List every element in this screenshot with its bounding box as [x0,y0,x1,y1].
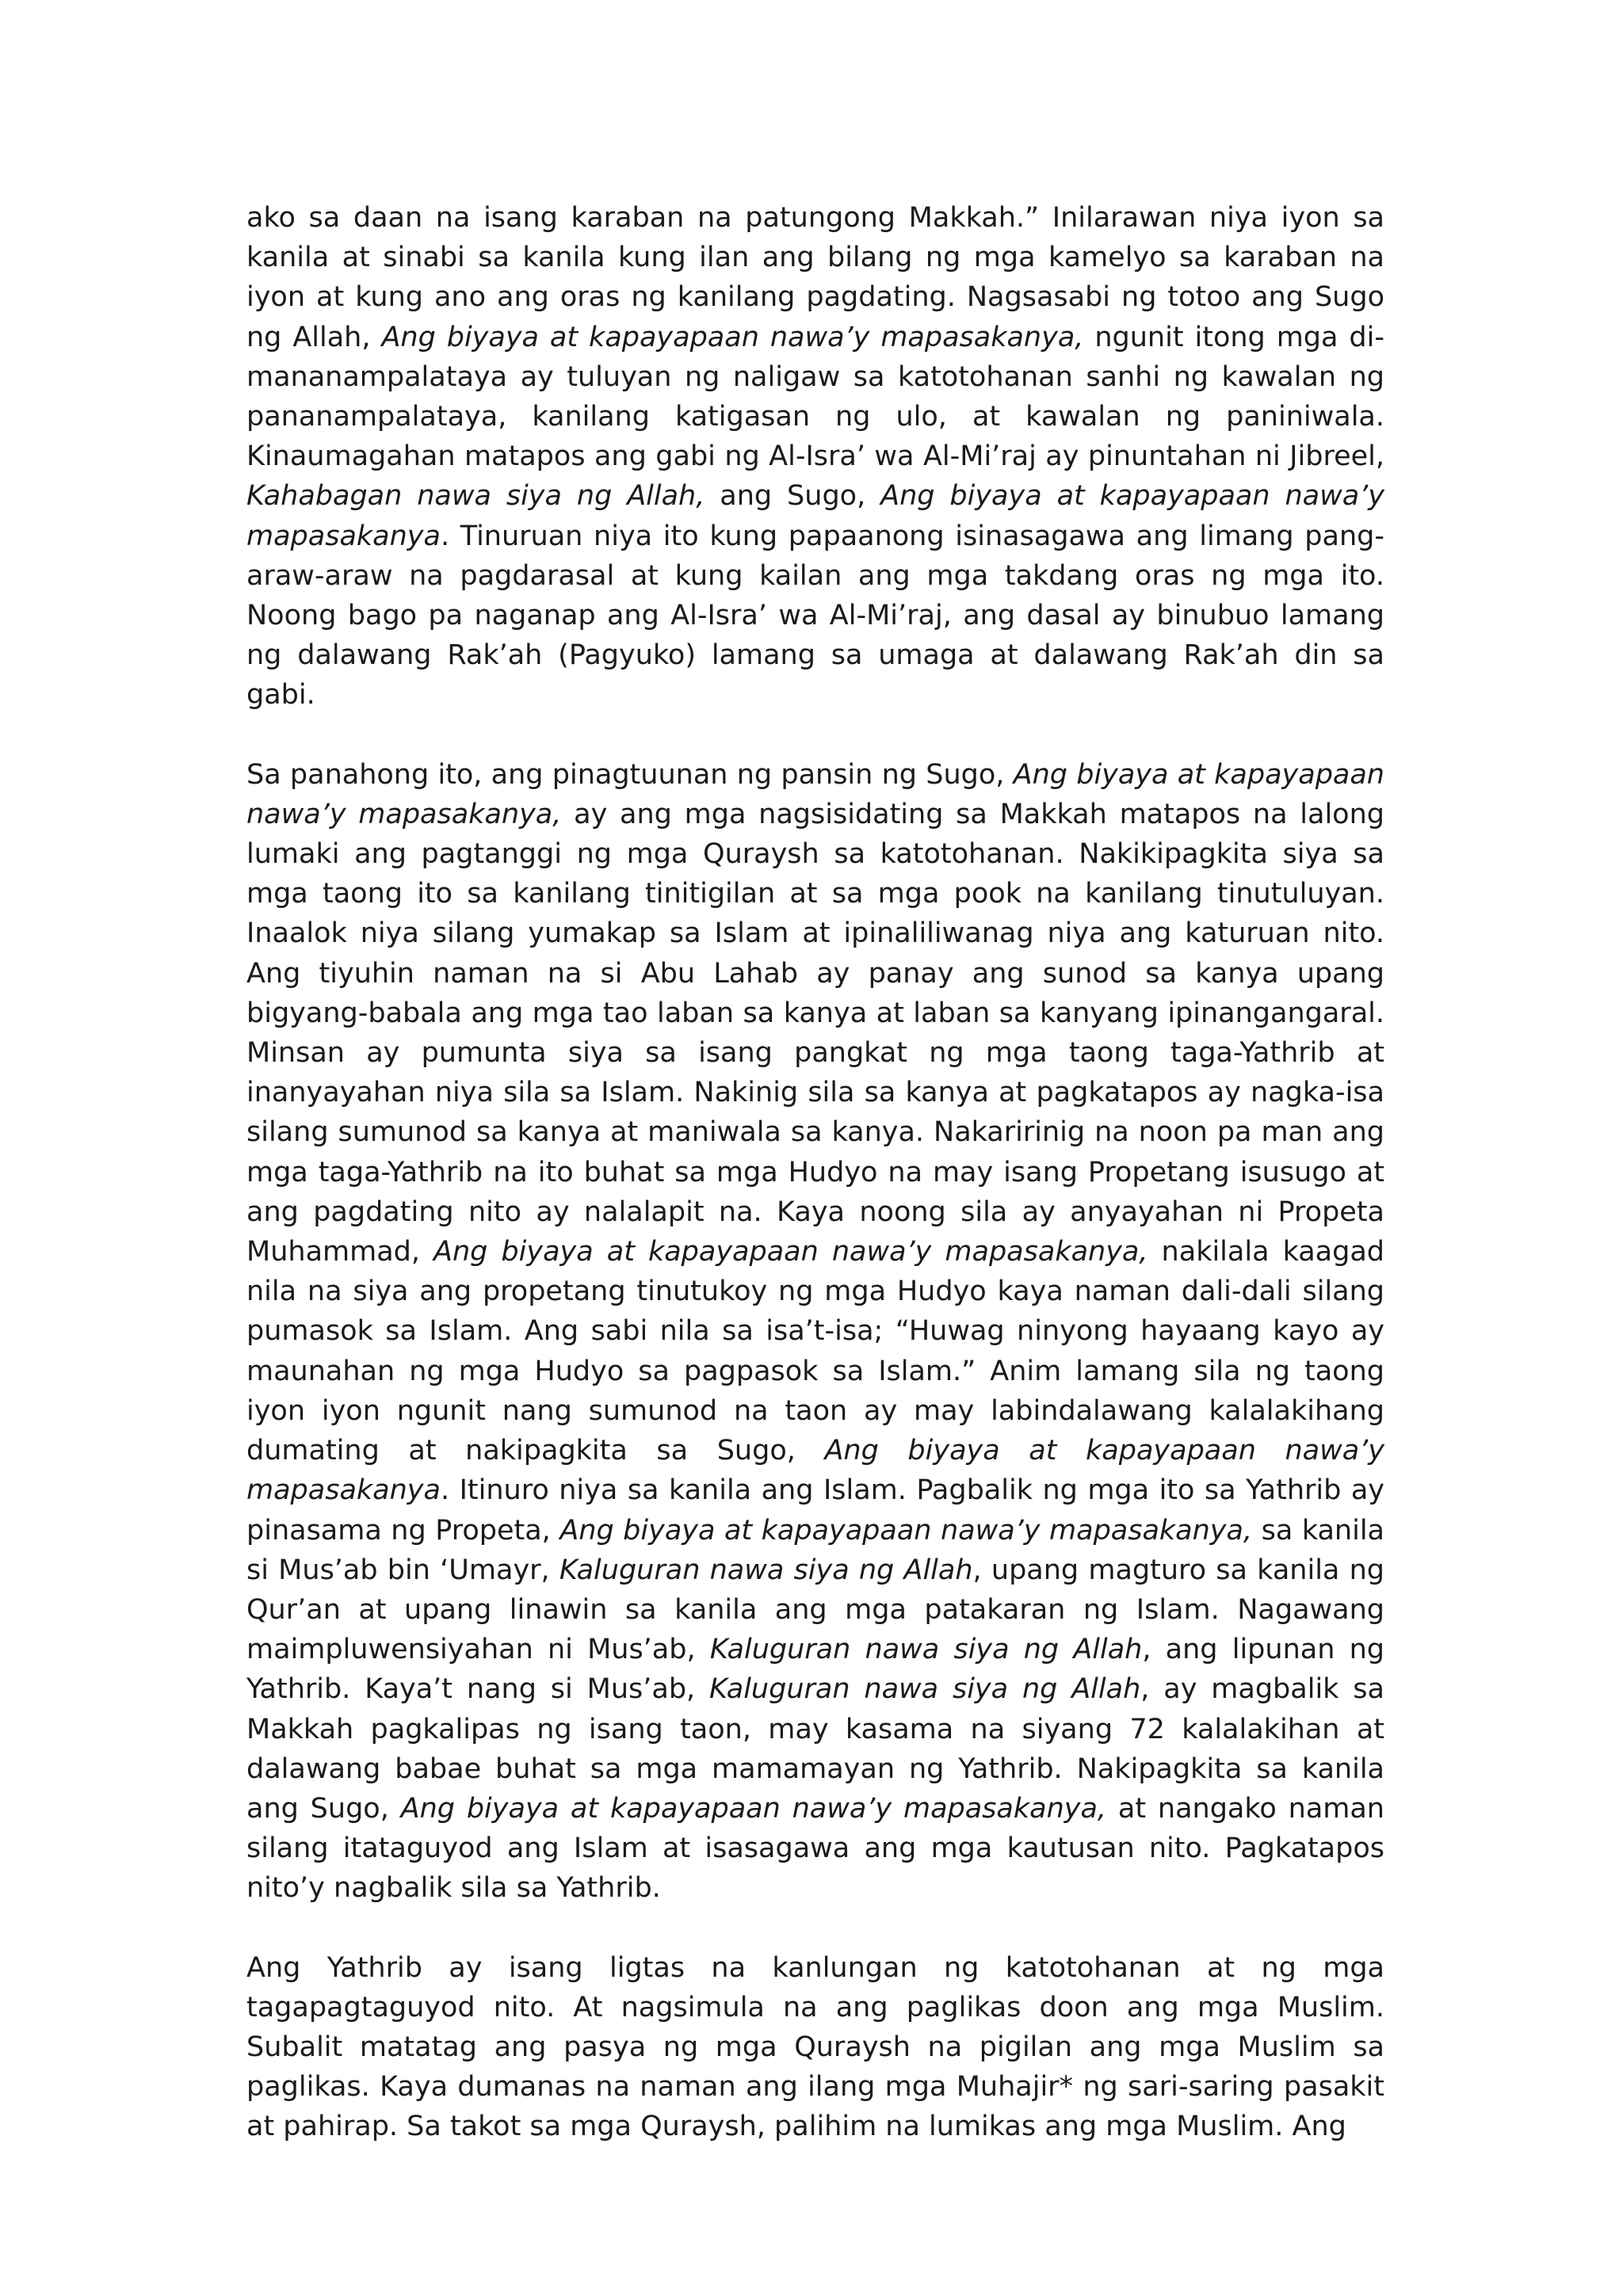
paragraph-text: . Tinuruan niya ito kung papaanong isinasagawa ang limang pang-araw-araw na pagdarasal at kung kailan ang mga takdang oras ng mga ito. Noong bago pa naganap ang Al-Isra’ wa Al-Mi’raj, ang dasal ay binubuo lamang ng dalawang Rak’ah (Pagyuko) lamang sa umaga at dalawang Rak’ah din sa gabi. [246,520,1384,711]
italic-honorific-text: Ang biyaya at kapayapaan nawa’y mapasakanya, [381,321,1084,353]
paragraph-text: ngunit itong mga di-mananampalataya ay tuluyan ng naligaw sa katotohanan sanhi ng kawalan ng pananampalataya, kanilang katigasan ng ulo, at kawalan ng paniniwala. Kinaumagahan matapos ang gabi ng Al-Isra’ wa Al-Mi’raj ay pinuntahan ni Jibreel, [246,321,1384,473]
italic-honorific-text: Ang biyaya at kapayapaan nawa’y mapasakanya, [400,1792,1107,1825]
paragraph-1 [246,198,1384,715]
paragraph-text: nakilala kaagad nila na siya ang propetang tinutukoy ng mga Hudyo kaya naman dali-dali silang pumasok sa Islam. Ang sabi nila sa isa’t-isa; “Huwag ninyong hayaang kayo ay maunahan ng mga Hudyo sa pagpasok sa Islam.” Anim lamang sila ng taong iyon iyon ngunit nang sumunod na taon ay may labindalawang kalalakihang dumating at nakipagkita sa Sugo, [246,1236,1385,1467]
paragraph-text: Ang Yathrib ay isang ligtas na kanlungan ng katotohanan at ng mga tagapagtaguyod nito. At nagsimula na ang paglikas doon ang mga Muslim. Subalit matatag ang pasya ng mga Quraysh na pigilan ang mga Muslim sa paglikas. Kaya dumanas na naman ang ilang mga Muhajir* ng sari-saring pasakit at pahirap. Sa takot sa mga Quraysh, palihim na lumikas ang mga Muslim. Ang [246,1951,1384,2143]
paragraph-text: , upang magturo sa kanila ng Qur’an at upang linawin sa kanila ang mga patakaran ng Islam. Nagawang maimpluwensiyahan ni Mus’ab, [246,1554,1384,1666]
paragraph-text: at nangako naman silang itataguyod ang Islam at isasagawa ang mga kautusan nito. Pagkatapos nito’y nagbalik sila sa Yathrib. [246,1792,1384,1905]
body-text [246,198,1384,2147]
italic-honorific-text: Ang biyaya at kapayapaan nawa’y mapasakanya, [433,1236,1148,1268]
italic-honorific-text: Ang biyaya at kapayapaan nawa’y mapasakanya, [246,758,1384,830]
italic-honorific-text: Ang biyaya at kapayapaan nawa’y mapasakanya [246,480,1384,552]
paragraph-text: ay ang mga nagsisidating sa Makkah matapos na lalong lumaki ang pagtanggi ng mga Quraysh sa katotohanan. Nakikipagkita siya sa mga taong ito sa kanilang tinitigilan at sa mga pook na kanilang tinutuluyan. Inaalok niya silang yumakap sa Islam at ipinaliliwanag niya ang katuruan nito. Ang tiyuhin naman na si Abu Lahab ay panay ang sunod sa kanya upang bigyang-babala ang mga tao laban sa kanya at laban sa kanyang ipinangangaral. Minsan ay pumunta siya sa isang pangkat ng mga taong taga-Yathrib at inanyayahan niya sila sa Islam. Nakinig sila sa kanya at pagkatapos ay nagka-isa silang sumunod sa kanya at maniwala sa kanya. Nakaririnig na noon pa man ang mga taga-Yathrib na ito buhat sa mga Hudyo na may isang Propetang isusugo at ang pagdating nito ay nalalapit na. Kaya noong sila ay anyayahan ni Propeta Muhammad, [246,798,1384,1268]
italic-honorific-text: Kaluguran nawa siya ng Allah [559,1554,973,1586]
paragraph-2 [246,755,1384,1909]
paragraph-text: , ay magbalik sa Makkah pagkalipas ng isang taon, may kasama na siyang 72 kalalakihan at dalawang babae buhat sa mga mamamayan ng Yathrib. Nakipagkita sa kanila ang Sugo, [246,1673,1384,1825]
italic-honorific-text: Kaluguran nawa siya ng Allah [709,1673,1141,1706]
paragraph-text: , ang lipunan ng Yathrib. Kaya’t nang si Mus’ab, [246,1634,1384,1706]
italic-honorific-text: Ang biyaya at kapayapaan nawa’y mapasakanya, [559,1514,1253,1547]
paragraph-text: ako sa daan na isang karaban na patungong Makkah.” Inilarawan niya iyon sa kanila at sinabi sa kanila kung ilan ang bilang ng mga kamelyo sa karaban na iyon at kung ano ang oras ng kanilang pagdating. Nagsasabi ng totoo ang Sugo ng Allah, [246,202,1384,353]
paragraph-text: Sa panahong ito, ang pinagtuunan ng pansin ng Sugo, [246,758,1014,791]
italic-honorific-text: Kahabagan nawa siya ng Allah, [246,480,705,513]
paragraph-text: ang Sugo, [705,480,881,513]
paragraph-3 [246,1948,1384,2147]
italic-honorific-text: Kaluguran nawa siya ng Allah [709,1634,1143,1666]
paragraph-text: sa kanila si Mus’ab bin ‘Umayr, [246,1514,1384,1586]
italic-honorific-text: Ang biyaya at kapayapaan nawa’y mapasakanya [246,1435,1385,1507]
paragraph-text: . Itinuro niya sa kanila ang Islam. Pagbalik ng mga ito sa Yathrib ay pinasama ng Propeta, [246,1474,1384,1547]
